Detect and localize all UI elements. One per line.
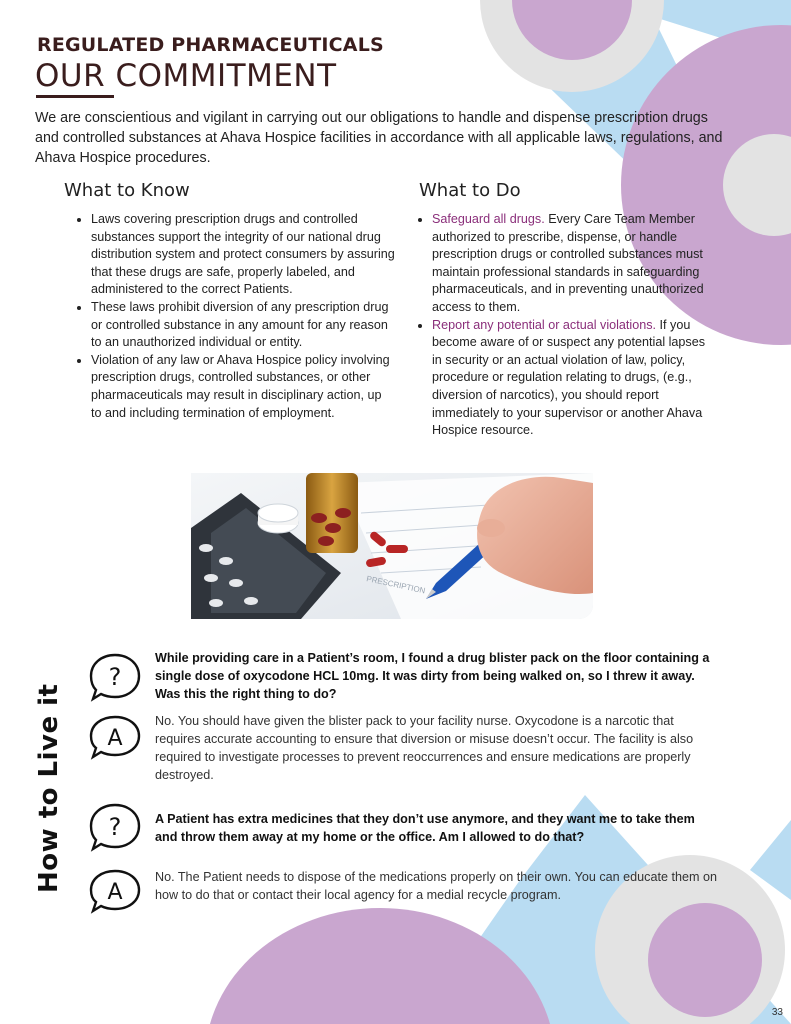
answer-symbol: A [107, 880, 123, 905]
answer-symbol: A [107, 726, 123, 751]
question-2: A Patient has extra medicines that they don’t use anymore, and they want me to take them and throw them away at my home or the office. Am I allowed to do that? [155, 812, 695, 844]
list-item: • These laws prohibit diversion of any prescription drug or controlled substance in any amount for any reason to an unauthorized individual or entity. [91, 299, 395, 352]
intro-paragraph: We are conscientious and vigilant in carrying out our obligations to handle and dispense prescription drugs and controlled substances at Ahava Hospice facilities in accordance with all applicable laws, regulations, and Ahava Hospice procedures. [35, 110, 723, 166]
question-symbol: ? [108, 663, 122, 691]
what-to-know-column [73, 211, 395, 422]
what-to-do-column [414, 211, 710, 440]
list-item [432, 211, 710, 317]
title-underline [36, 95, 114, 98]
what-to-do-heading: What to Do [419, 180, 521, 201]
page-title: OUR COMMITMENT [35, 58, 337, 94]
section-kicker: REGULATED PHARMACEUTICALS [37, 34, 384, 56]
answer-2: No. The Patient needs to dispose of the medications properly on their own. You can educate them on how to do that or contact their local agency for a medial recycle program. [155, 870, 717, 902]
list-item: • Violation of any law or Ahava Hospice policy involving prescription drugs, controlled substances, or other pharmaceuticals may result in disciplinary action, up to and including termination of employment. [91, 352, 395, 422]
item-text: Every Care Team Member authorized to prescribe, dispense, or handle prescription drugs or controlled substances must maintain professional standards in safeguarding pharmaceuticals, and in preventing unauthorized access to them. [432, 212, 704, 314]
answer-1: No. You should have given the blister pack to your facility nurse. Oxycodone is a narcotic that requires accurate accounting to ensure that diversion or misuse doesn’t occur. The facility is also required to investigate processes to prevent reoccurrences and ensure medications are properly destroyed. [155, 714, 694, 782]
highlight-text: Report any potential or actual violations. [432, 317, 657, 332]
page-number: 33 [771, 1007, 783, 1018]
answer-bubble-icon [88, 868, 142, 919]
list-item: • Laws covering prescription drugs and controlled substances support the integrity of our national drug distribution system and protect consumers by assuring that these drugs are safe, properly labeled, and administered to the correct Patients. [91, 211, 395, 299]
prescription-photo [191, 473, 593, 619]
question-bubble-icon [88, 802, 142, 857]
highlight-text: Safeguard all drugs. [432, 212, 545, 226]
what-to-know-list [73, 211, 395, 422]
what-to-know-heading: What to Know [64, 180, 190, 201]
question-1: While providing care in a Patient’s room, I found a drug blister pack on the floor containing a single dose of oxycodone HCL 10mg. It was dirty from being walked on, so I threw it away. Was this the right thing to do? [155, 651, 710, 701]
question-symbol: ? [108, 813, 122, 841]
prescription-illustration [191, 473, 593, 619]
how-to-live-it-heading: How to Live it [34, 683, 64, 893]
question-bubble-icon [88, 652, 142, 707]
prescription-label: PRESCRIPTION [365, 574, 427, 596]
item-text: If you become aware of or suspect any potential lapses in security or an actual violation of law, policy, procedure or regulation relating to drugs, (e.g., diversion of narcotics), you should report immediately to your supervisor or another Ahava Hospice resource. [432, 317, 706, 438]
answer-bubble-icon [88, 714, 142, 765]
what-to-do-list [414, 211, 710, 440]
list-item [432, 317, 710, 440]
